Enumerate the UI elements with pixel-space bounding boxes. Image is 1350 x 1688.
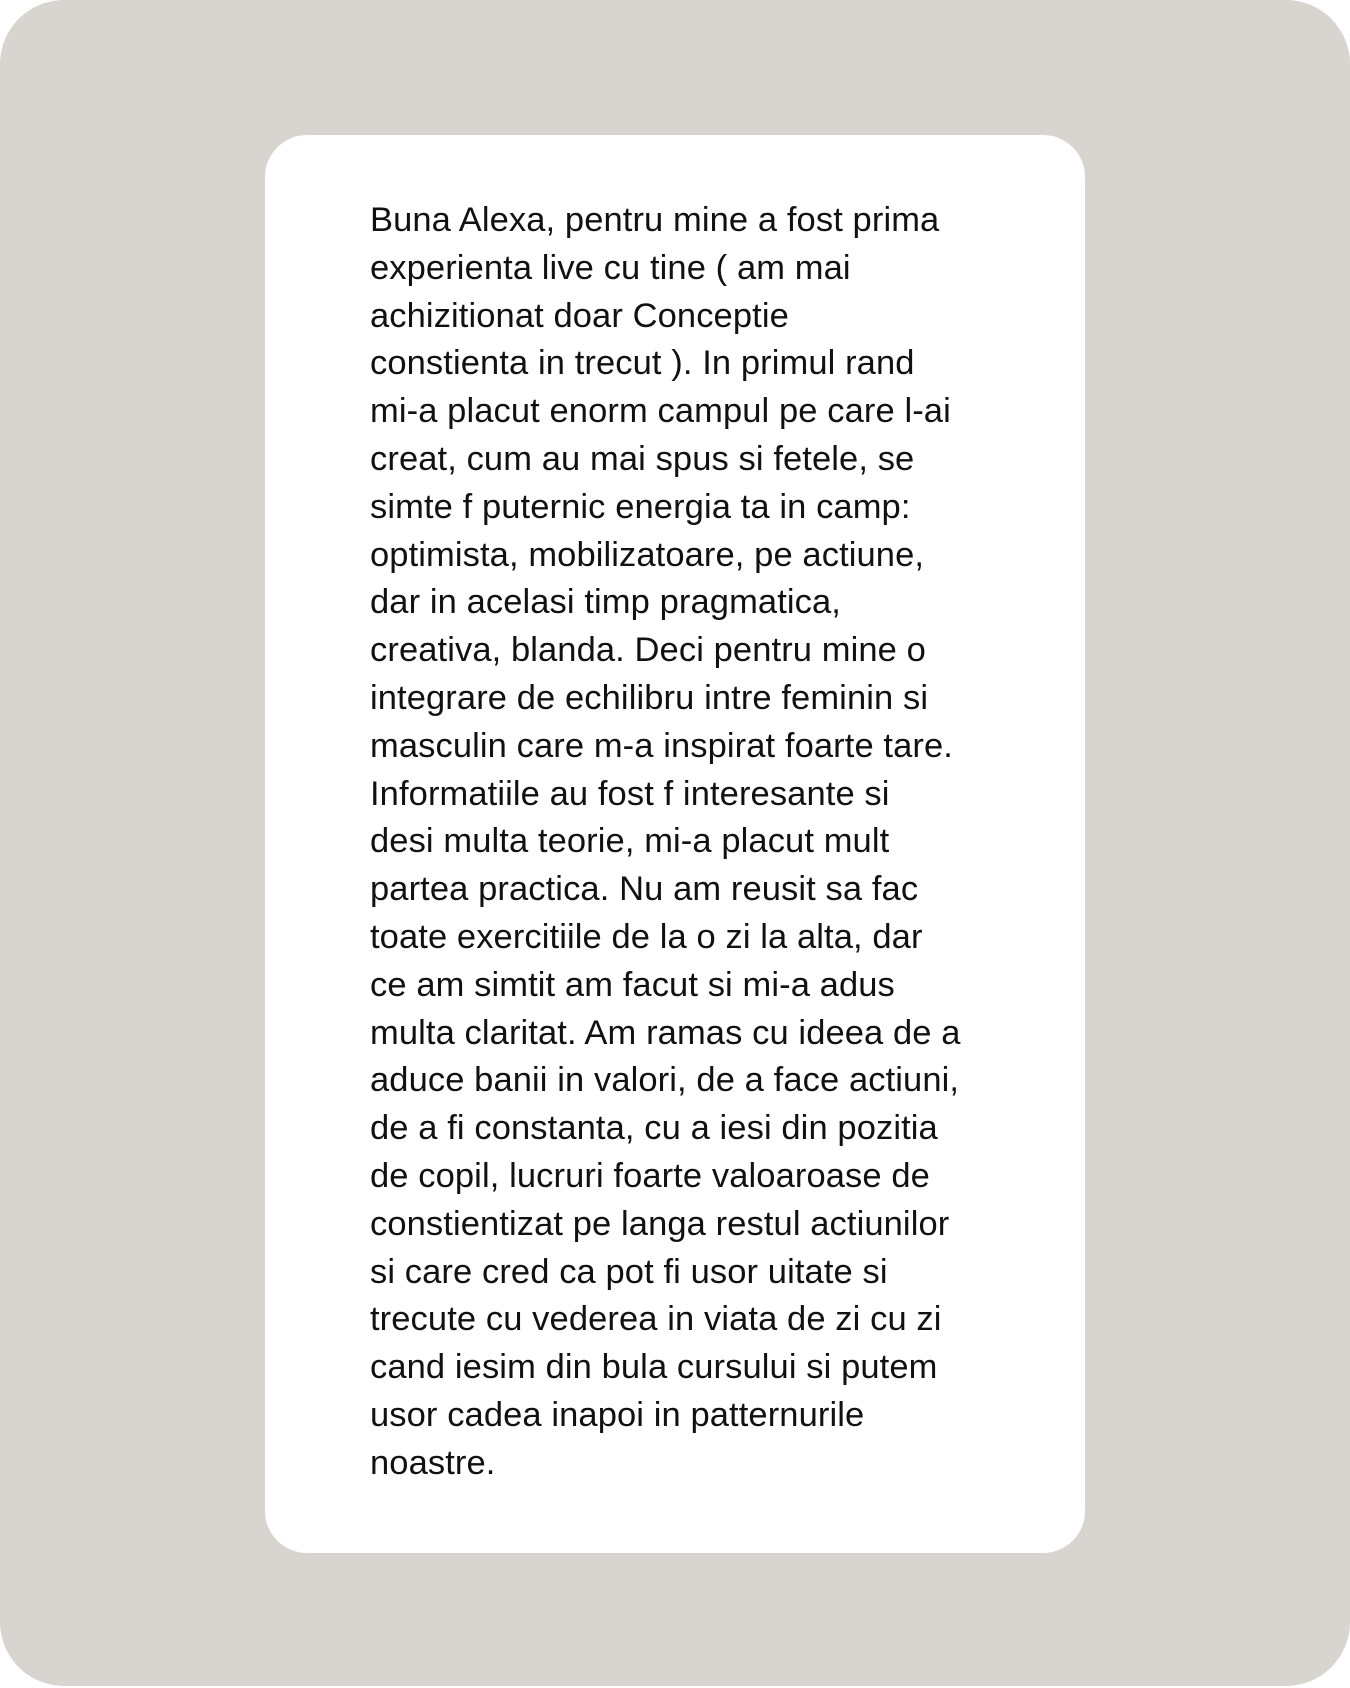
message-line: de a fi constanta, cu a iesi din pozitia — [370, 1109, 938, 1148]
message-line: multa claritat. Am ramas cu ideea de a — [370, 1013, 961, 1052]
message-line: experienta live cu tine ( am mai — [370, 248, 851, 287]
message-line: creat, cum au mai spus si fetele, se — [370, 439, 915, 478]
message-line: simte f puternic energia ta in camp: — [370, 487, 911, 526]
message-card — [265, 135, 1085, 1553]
message-line: achizitionat doar Conceptie — [370, 296, 789, 335]
message-line: partea practica. Nu am reusit sa fac — [370, 870, 919, 909]
message-line: desi multa teorie, mi-a placut mult — [370, 822, 890, 861]
message-line: usor cadea inapoi in patternurile — [370, 1395, 865, 1434]
message-line: integrare de echilibru intre feminin si — [370, 678, 929, 717]
message-line: Buna Alexa, pentru mine a fost prima — [370, 201, 940, 239]
message-line: noastre. — [370, 1443, 496, 1482]
message-line: creativa, blanda. Deci pentru mine o — [370, 631, 926, 670]
message-line: dar in acelasi timp pragmatica, — [370, 583, 841, 622]
message-line: toate exercitiile de la o zi la alta, dar — [370, 917, 923, 956]
message-line: trecute cu vederea in viata de zi cu zi — [370, 1300, 942, 1339]
message-text — [370, 197, 995, 1488]
message-line: optimista, mobilizatoare, pe actiune, — [370, 535, 925, 574]
message-line: mi-a placut enorm campul pe care l-ai — [370, 392, 951, 431]
message-line: masculin care m-a inspirat foarte tare. — [370, 726, 953, 765]
message-line: constientizat pe langa restul actiunilor — [370, 1204, 950, 1243]
message-line: de copil, lucruri foarte valoaroase de — [370, 1156, 930, 1195]
message-line: cand iesim din bula cursului si putem — [370, 1348, 938, 1387]
message-line: aduce banii in valori, de a face actiuni, — [370, 1061, 960, 1100]
message-line: Informatiile au fost f interesante si — [370, 774, 890, 813]
message-line: si care cred ca pot fi usor uitate si — [370, 1252, 888, 1291]
message-line: constienta in trecut ). In primul rand — [370, 344, 915, 383]
message-line: ce am simtit am facut si mi-a adus — [370, 965, 895, 1004]
